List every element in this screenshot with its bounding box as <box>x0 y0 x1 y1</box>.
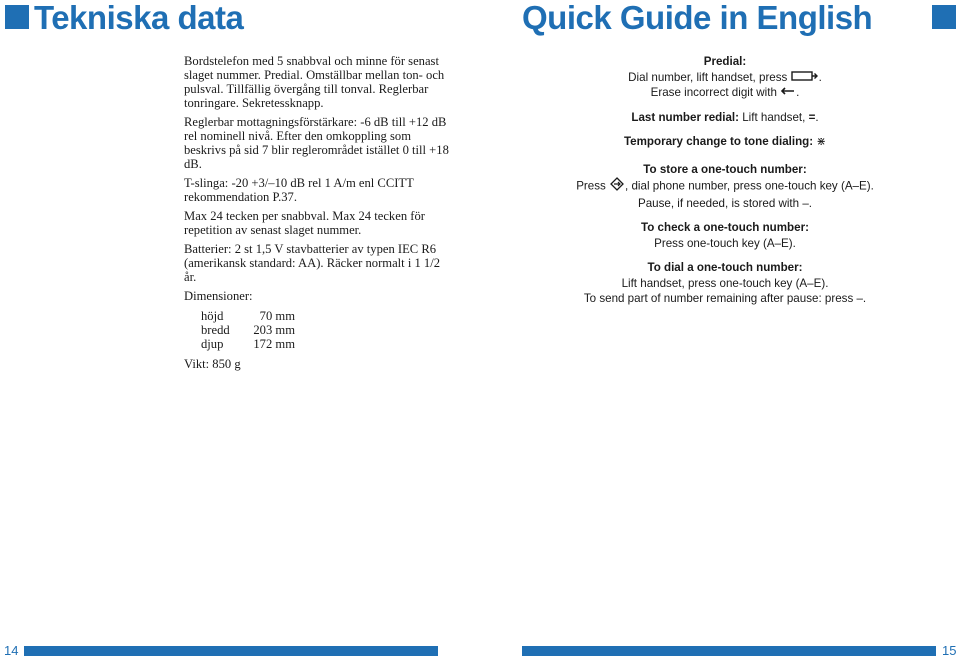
tech-memory: Max 24 tecken per snabbval. Max 24 tecken för repetition av senast slaget nummer. <box>184 209 425 237</box>
right-page-title: Quick Guide in English <box>522 0 873 36</box>
dial-title: To dial a one-touch number: <box>647 261 803 275</box>
dimensions-table <box>201 309 295 351</box>
program-key-icon <box>609 177 625 196</box>
tech-dimensions-label: Dimensioner: <box>184 289 253 303</box>
check-title: To check a one-touch number: <box>641 221 809 235</box>
tone-symbol: ⋇ <box>816 135 827 149</box>
left-heading-marker <box>5 5 29 29</box>
tech-batteries: Batterier: 2 st 1,5 V stavbatterier av typen IEC R6 (amerikansk standard: AA). Räcker normalt i 1 1/2 år. <box>184 242 441 284</box>
dimension-row <box>201 337 295 351</box>
store-text-end: , dial phone number, press one-touch key (A–E). <box>625 179 874 193</box>
right-footer-bar <box>522 646 936 656</box>
erase-arrow-icon <box>780 85 796 101</box>
predial-key-icon <box>791 70 819 86</box>
quick-guide-column <box>530 54 920 316</box>
last-redial-text: Lift handset, <box>738 110 809 124</box>
erase-text: Erase incorrect digit with <box>650 86 781 100</box>
tech-weight: Vikt: 850 g <box>184 357 241 371</box>
dial-pause-text: To send part of number remaining after pause: press –. <box>583 292 867 306</box>
left-footer-bar <box>24 646 438 656</box>
dimension-label: djup <box>201 337 224 351</box>
left-page-number: 14 <box>4 643 19 658</box>
tech-data-column <box>184 54 452 376</box>
store-pause: Pause, if needed, is stored with –. <box>637 196 812 210</box>
check-section <box>530 220 920 251</box>
tech-amplifier: Reglerbar mottagningsförstärkare: -6 dB till +12 dB rel nominell nivå. Efter den omkoppling som beskrivs på sid 7 blir reglerområdet istället 0 till +18 dB. <box>184 115 449 171</box>
predial-end: . <box>818 70 822 84</box>
store-text: Press <box>576 179 610 193</box>
dimension-value: 70 mm <box>259 309 295 323</box>
dial-text: Lift handset, press one-touch key (A–E). <box>621 276 829 290</box>
right-page-number: 15 <box>942 643 957 658</box>
redial-symbol: = <box>808 110 816 124</box>
tech-t-loop: T-slinga: -20 +3/–10 dB rel 1 A/m enl CCITT rekommendation P.37. <box>184 176 414 204</box>
left-page-title: Tekniska data <box>34 0 244 36</box>
last-redial-title: Last number redial: <box>631 110 739 124</box>
check-text: Press one-touch key (A–E). <box>654 236 796 250</box>
last-redial-end: . <box>815 110 819 124</box>
dimension-label: höjd <box>201 309 224 323</box>
last-redial-section <box>530 110 920 126</box>
erase-end: . <box>796 86 800 100</box>
predial-section <box>530 54 920 101</box>
dimension-value: 172 mm <box>253 337 295 351</box>
store-title: To store a one-touch number: <box>643 162 807 176</box>
tech-description: Bordstelefon med 5 snabbval och minne för senast slaget nummer. Predial. Omställbar mellan ton- och pulsval. Tillfällig övergång till tonval. Reglerbar tonringare. Sekretessknapp. <box>184 54 445 110</box>
right-heading-marker <box>932 5 956 29</box>
predial-title: Predial: <box>703 55 747 68</box>
tone-title: Temporary change to tone dialing: <box>623 135 814 149</box>
tone-section <box>530 134 920 150</box>
dimension-label: bredd <box>201 323 230 337</box>
predial-text: Dial number, lift handset, press <box>628 70 791 84</box>
dial-section <box>530 260 920 307</box>
store-section <box>530 162 920 212</box>
dimension-row <box>201 309 295 323</box>
dimension-row <box>201 323 295 337</box>
dimension-value: 203 mm <box>253 323 295 337</box>
